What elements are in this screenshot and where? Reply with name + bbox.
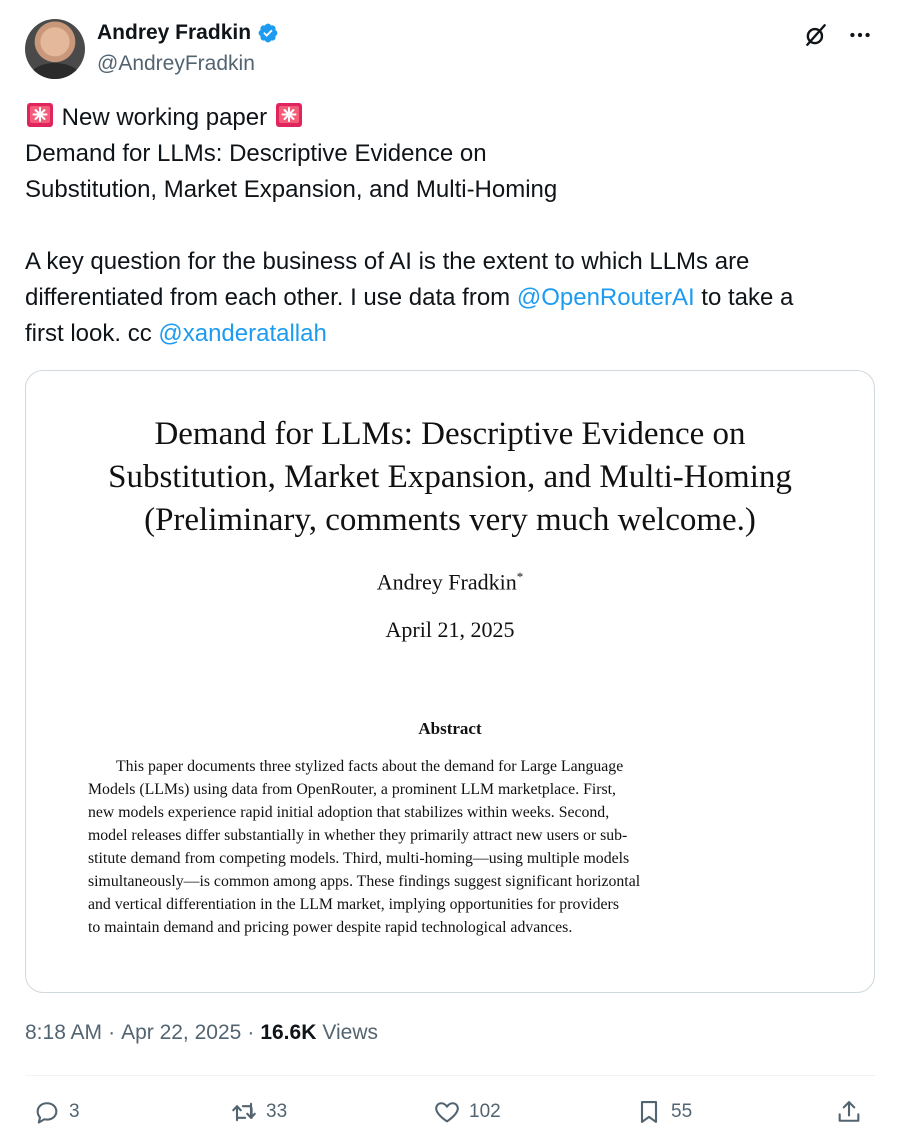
author-display-name[interactable]: Andrey Fradkin [97, 21, 252, 44]
like-count: 102 [469, 1101, 501, 1122]
tweet-top-actions [803, 22, 873, 48]
siren-emoji-icon [25, 101, 55, 129]
tweet-line-2: Demand for LLMs: Descriptive Evidence on [25, 140, 487, 167]
paper-title-line-3: (Preliminary, comments very much welcome.) [144, 502, 756, 538]
tweet-line-6-pre: differentiated from each other. I use data from [25, 284, 517, 311]
abstract-line: and vertical differentiation in the LLM market, implying opportunities for providers [88, 896, 619, 913]
tweet-headline: New working paper [61, 104, 268, 131]
heart-icon [433, 1098, 461, 1126]
repost-icon [230, 1098, 258, 1126]
paper-title [26, 413, 874, 542]
tweet-time[interactable]: 8:18 AM [25, 1021, 103, 1044]
abstract-line: simultaneously—is common among apps. These findings suggest significant horizontal [88, 873, 641, 890]
tweet-line-7 [25, 316, 875, 352]
bookmark-icon [635, 1098, 663, 1126]
abstract-body [88, 755, 788, 939]
mention-xanderatallah[interactable]: @xanderatallah [158, 320, 327, 347]
author-handle[interactable]: @AndreyFradkin [97, 52, 255, 75]
paper-title-line-1: Demand for LLMs: Descriptive Evidence on [154, 416, 746, 452]
avatar[interactable] [25, 19, 85, 79]
repost-button[interactable] [230, 1090, 287, 1134]
reply-count: 3 [69, 1101, 80, 1122]
abstract-line: new models experience rapid initial adoption that stabilizes within weeks. Second, [88, 804, 610, 821]
verified-badge-icon [257, 22, 279, 44]
bookmark-button[interactable] [635, 1090, 692, 1134]
like-button[interactable] [433, 1090, 501, 1134]
tweet-line-1 [25, 100, 875, 136]
tweet-line-5: A key question for the business of AI is the extent to which LLMs are [25, 248, 750, 275]
abstract-line: to maintain demand and pricing power despite rapid technological advances. [88, 919, 573, 936]
share-button[interactable] [835, 1090, 863, 1134]
abstract-line: Models (LLMs) using data from OpenRouter, a prominent LLM marketplace. First, [88, 781, 617, 798]
abstract-line: This paper documents three stylized facts about the demand for Large Language [116, 758, 624, 775]
tweet-date[interactable]: Apr 22, 2025 [121, 1021, 242, 1044]
paper-author-name: Andrey Fradkin [376, 569, 517, 595]
paper-title-line-2: Substitution, Market Expansion, and Multi-Homing [108, 459, 792, 495]
tweet-meta [25, 1021, 378, 1045]
meta-separator: · [247, 1021, 255, 1044]
mention-openrouterai[interactable]: @OpenRouterAI [516, 284, 695, 311]
paper-author-mark: * [516, 569, 524, 584]
more-options-icon[interactable] [847, 22, 873, 48]
paper-date: April 21, 2025 [385, 617, 515, 642]
siren-emoji-icon [274, 101, 304, 129]
divider [25, 1075, 875, 1076]
tweet-text [25, 100, 875, 352]
paper-author [26, 569, 874, 595]
reply-button[interactable] [33, 1090, 80, 1134]
abstract-line: stitute demand from competing models. Third, multi-homing—using multiple models [88, 850, 630, 867]
attached-paper-image[interactable] [25, 370, 875, 993]
author-name-row [97, 21, 279, 45]
abstract-line: model releases differ substantially in whether they primarily attract new users or sub- [88, 827, 628, 844]
tweet-line-3: Substitution, Market Expansion, and Multi-Homing [25, 176, 558, 203]
meta-separator: · [108, 1021, 116, 1044]
repost-count: 33 [266, 1101, 288, 1122]
tweet-line-7-pre: first look. cc [25, 320, 159, 347]
views-count: 16.6K [260, 1021, 317, 1044]
share-icon [835, 1098, 863, 1126]
abstract-heading: Abstract [418, 719, 482, 738]
bookmark-count: 55 [671, 1101, 693, 1122]
tweet-blank-line [25, 208, 875, 244]
views-label: Views [322, 1021, 379, 1044]
reply-icon [33, 1098, 61, 1126]
tweet-line-6 [25, 280, 875, 316]
tweet-action-bar [25, 1090, 875, 1134]
tweet-line-6-post: to take a [694, 284, 794, 311]
grok-icon[interactable] [803, 22, 829, 48]
